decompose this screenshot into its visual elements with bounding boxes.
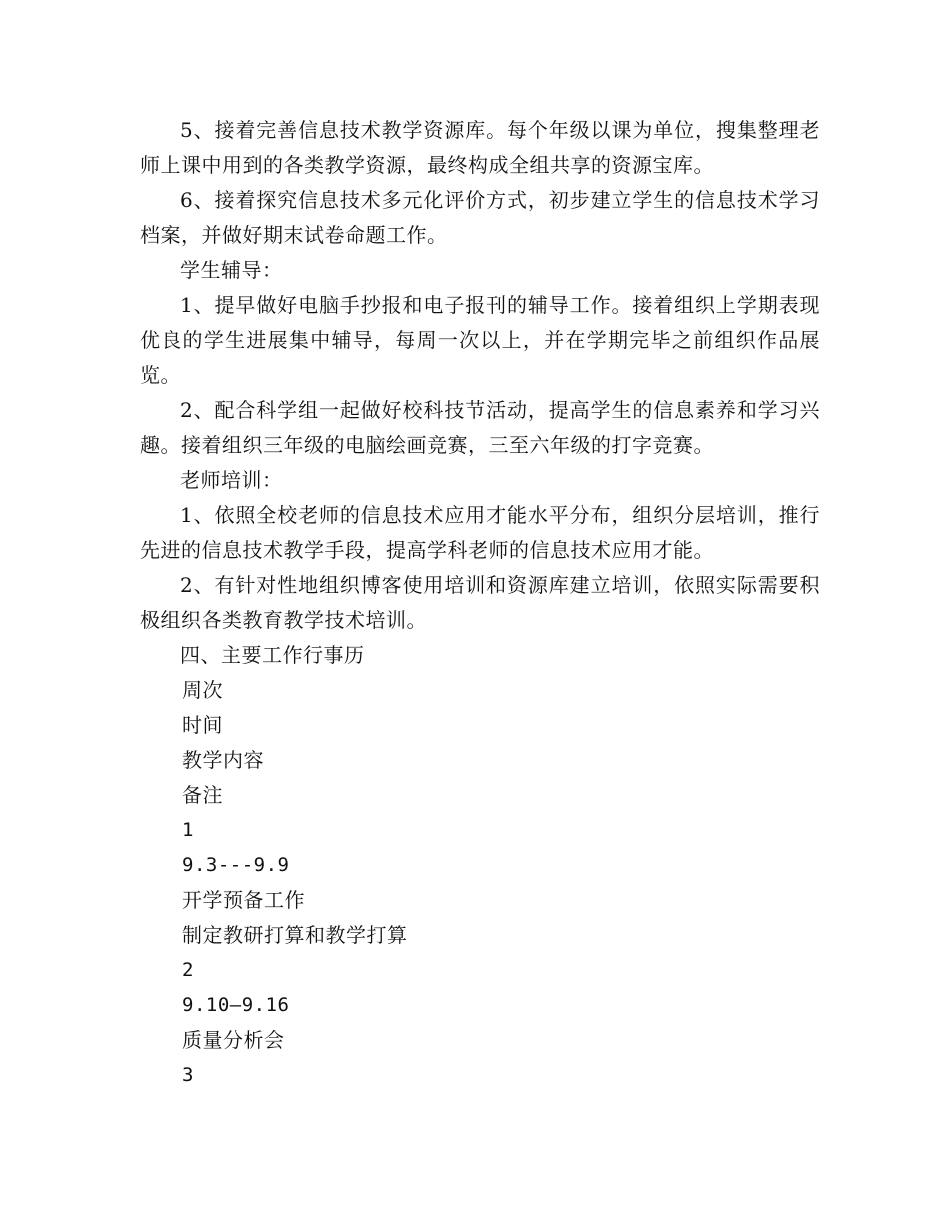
table-header-content: 教学内容 xyxy=(182,748,264,772)
table-cell-week: 1 xyxy=(182,819,194,841)
document-page xyxy=(140,113,820,1093)
table-cell-time: 9.10—9.16 xyxy=(182,994,290,1016)
table-cell-time: 9.3---9.9 xyxy=(182,854,290,876)
heading-teacher-training: 老师培训： xyxy=(180,468,283,492)
schedule-table xyxy=(140,673,820,1093)
paragraph-guidance-1: 1、提早做好电脑手抄报和电子报刊的辅导工作。接着组织上学期表现优良的学生进展集中辅导，每周一次以上，并在学期完毕之前组织作品展览。 xyxy=(140,293,820,387)
table-header-time: 时间 xyxy=(182,713,223,737)
paragraph-resource-library: 5、接着完善信息技术教学资源库。每个年级以课为单位，搜集整理老师上课中用到的各类教学资源，最终构成全组共享的资源宝库。 xyxy=(140,118,820,177)
heading-student-guidance: 学生辅导： xyxy=(180,258,283,282)
table-cell-week: 3 xyxy=(182,1064,194,1086)
table-header-note: 备注 xyxy=(182,783,223,807)
table-cell-week: 2 xyxy=(182,959,194,981)
paragraph-evaluation: 6、接着探究信息技术多元化评价方式，初步建立学生的信息技术学习档案，并做好期末试卷命题工作。 xyxy=(140,188,820,247)
table-cell-content: 质量分析会 xyxy=(182,1028,285,1052)
table-header-week: 周次 xyxy=(182,678,223,702)
heading-schedule: 四、主要工作行事历 xyxy=(180,643,365,667)
paragraph-guidance-2: 2、配合科学组一起做好校科技节活动，提高学生的信息素养和学习兴趣。接着组织三年级的电脑绘画竞赛，三至六年级的打字竞赛。 xyxy=(140,398,820,457)
paragraph-training-2: 2、有针对性地组织博客使用培训和资源库建立培训，依照实际需要积极组织各类教育教学技术培训。 xyxy=(140,573,820,632)
table-cell-note: 制定教研打算和教学打算 xyxy=(182,923,408,947)
table-cell-content: 开学预备工作 xyxy=(182,888,305,912)
paragraph-training-1: 1、依照全校老师的信息技术应用才能水平分布，组织分层培训，推行先进的信息技术教学手段，提高学科老师的信息技术应用才能。 xyxy=(140,503,820,562)
